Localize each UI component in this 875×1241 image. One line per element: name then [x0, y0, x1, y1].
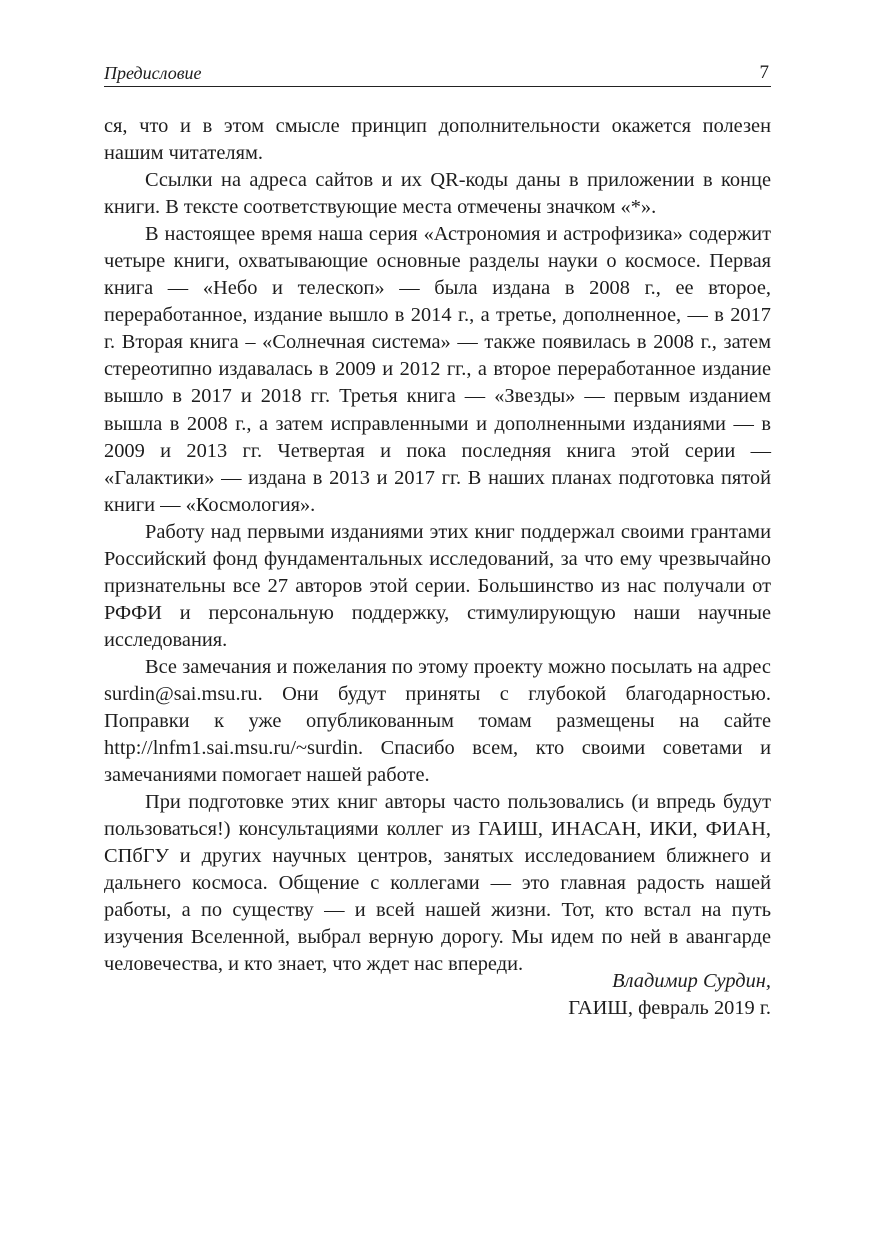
running-header — [104, 60, 771, 87]
paragraph-contacts: Все замечания и пожелания по этому проекту можно посылать на адрес surdin@sai.msu.ru. Они будут приняты с глубокой благодарностью. Поправки к уже опубликованным томам размещены на сайте http://lnfm1.sai.msu.ru/~surdin. Спасибо всем, кто своими советами и замечаниями помогает нашей работе. — [104, 655, 771, 787]
page-number: 7 — [759, 62, 769, 83]
body-text — [104, 113, 771, 979]
chapter-title: Предисловие — [104, 63, 202, 83]
paragraph-grants: Работу над первыми изданиями этих книг поддержал своими грантами Российский фонд фундаментальных исследований, за что ему чрезвычайно признательны все 27 авторов этой серии. Большинство из нас получали от РФФИ и персональную поддержку, стимулирующую наши научные исследования. — [104, 520, 771, 651]
paragraph-colleagues: При подготовке этих книг авторы часто пользовались (и впредь будут пользоваться!) консультациями коллег из ГАИШ, ИНАСАН, ИКИ, ФИАН, СПбГУ и других научных центров, занятых исследованием ближнего и дальнего космоса. Общение с коллегами — это главная радость нашей работы, а по существу — и всей нашей жизни. Тот, кто встал на путь изучения Вселенной, выбрал верную дорогу. Мы идем по ней в авангарде человечества, и кто знает, что ждет нас впереди. — [104, 791, 771, 976]
signature — [104, 968, 771, 1022]
signature-place-date: ГАИШ, февраль 2019 г. — [568, 997, 771, 1019]
paragraph-links: Ссылки на адреса сайтов и их QR-коды даны в приложении в конце книги. В тексте соответствующие места отмечены значком «*». — [104, 169, 771, 219]
signature-author: Владимир Сурдин, — [612, 970, 771, 992]
paragraph-series: В настоящее время наша серия «Астрономия и астрофизика» содержит четыре книги, охватывающие основные разделы науки о космосе. Первая книга — «Небо и телескоп» — была издана в 2008 г., ее второе, переработанное, издание вышло в 2014 г., а третье, дополненное, — в 2017 г. Вторая книга – «Солнечная система» — также появилась в 2008 г., затем стереотипно издавалась в 2009 и 2012 гг., а второе переработанное издание вышло в 2017 и 2018 гг. Третья книга — «Звезды» — первым изданием вышла в 2008 г., а затем исправленными и дополненными изданиями — в 2009 и 2013 гг. Четвертая и пока последняя книга этой серии — «Галактики» — издана в 2013 и 2017 гг. В наших планах подготовка пятой книги — «Космология». — [104, 223, 771, 516]
paragraph-continuation: ся, что и в этом смысле принцип дополнительности окажется полезен нашим читателям. — [104, 115, 771, 165]
